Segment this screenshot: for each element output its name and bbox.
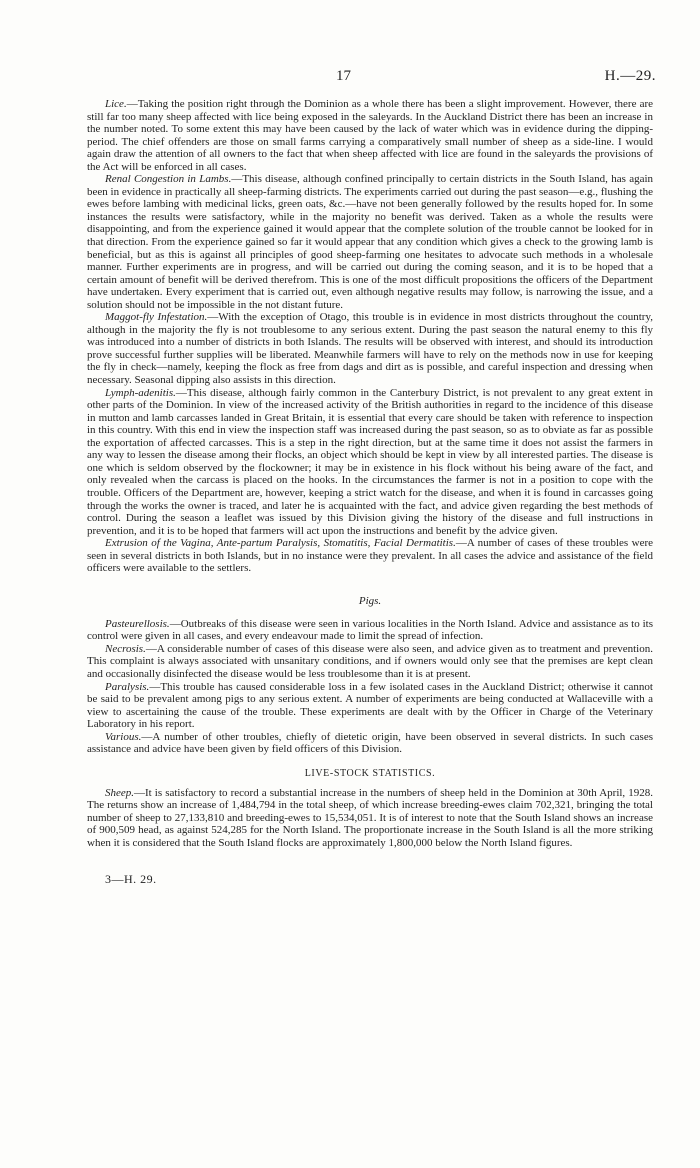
paragraph-lead: Various. [105,730,142,743]
paragraph-lead: Sheep. [105,786,135,799]
paragraph-text: —This disease, although confined principally to certain districts in the South Island, has again been in evidence in practically all sheep-farming districts. The experiments carried out during the past season—e.g., flushing the ewes before lambing with medicinal licks, green oats, &c.—have not been generally followed by the results hoped for. In some instances the results were satisfactory, while in the majority no benefit was derived. Taken as a whole the results were disappointing, and from the experience gained it would appear that the complete solution of the trouble cannot be looked for in that direction. From the experience gained so far it would appear that any condition which gives a check to the growing lamb is beneficial, but as this is against all principles of good sheep-farming one hesitates to advocate such methods in a wholesale manner. Further experiments are in progress, and will be carried out during the coming season, and it is to be hoped that a certain amount of benefit will be derived therefrom. This is one of the most difficult propositions the officers of the Department have undertaken. Every experiment that is carried out, even although negative results may follow, is narrowing the issue, and a solution should not be impossible in the not distant future. [87,173,654,311]
paragraph-text: —A number of cases of these troubles were seen in several districts in both Islands, but in no instance were they prevalent. In all cases the advice and assistance of the field officers were available to the settlers. [87,537,654,575]
paragraph-lead: Maggot-fly Infestation. [105,311,208,324]
paragraph-lymph-adenitis [87,387,653,538]
paragraph-text: —Outbreaks of this disease were seen in various localities in the North Island. Advice and assistance as to its control were given in all cases, and every endeavour made to limit the spread of infection. [87,617,653,643]
paragraph-lead: Extrusion of the Vagina, Ante-partum Paralysis, Stomatitis, Facial Dermatitis. [105,537,456,550]
paragraph-lead: Renal Congestion in Lambs. [105,173,232,186]
paragraph-paralysis [87,681,653,731]
sheep-diseases-section [87,98,653,575]
paragraph-text: —It is satisfactory to record a substantial increase in the numbers of sheep held in the Dominion at 30th April, 1928. The returns show an increase of 1,484,794 in the total sheep, of which increase breeding-ewes claim 702,321, bringing the total number of sheep to 27,133,810 and breeding-ewes to 15,534,051. It is of interest to note that the South Island shows an increase of 900,509 head, as against 524,285 for the North Island. The proportionate increase in the South Island is all the more striking when it is considered that the South Island flocks are approximately 1,800,000 below the North Island figures. [87,786,653,849]
pig-diseases-section [87,618,653,756]
paragraph-lice [87,98,653,173]
paragraph-text: —This trouble has caused considerable loss in a few isolated cases in the Auckland District; otherwise it cannot be said to be prevalent among pigs to any serious extent. A number of experiments are being conducted at Wallaceville with a view to ascertaining the cause of the trouble. These experiments are dealt with by the Officer in Charge of the Veterinary Laboratory in his report. [87,680,653,731]
paragraph-extrusion [87,537,653,575]
paragraph-pasteurellosis [87,618,653,643]
section-heading-pigs: Pigs. [358,594,382,607]
paragraph-sheep-statistics [87,787,653,850]
paragraph-text: —With the exception of Otago, this trouble is in evidence in most districts throughout the country, although in the majority the fly is not troublesome to any serious extent. During the past season the natural enemy to this fly was introduced into a number of districts in both Islands. The results will be observed with interest, and should its introduction prove successful further supplies will be liberated. Meanwhile farmers will have to rely on the methods now in use for keeping the fly in check—namely, keeping the flock as free from dags and dirt as is possible, and careful inspection and dressing when necessary. Seasonal dipping also assists in this direction. [87,311,653,387]
paragraph-lead: Lice. [105,98,127,110]
page-number: 17 [336,68,351,84]
livestock-statistics-section [87,787,653,850]
paragraph-necrosis [87,643,653,681]
page-body [87,98,653,887]
paragraph-text: —A considerable number of cases of this disease were also seen, and advice given as to treatment and prevention. This complaint is always associated with unsanitary conditions, and if owners would only see that the premises are kept clean and occasionally disinfected the disease would be less troublesome than it is at present. [87,642,653,680]
paragraph-various [87,731,653,756]
section-heading-livestock-statistics: LIVE-STOCK STATISTICS. [304,767,436,779]
paragraph-text: —A number of other troubles, chiefly of dietetic origin, have been observed in several districts. In such cases assistance and advice have been given by field officers of this Division. [87,730,653,756]
paragraph-lead: Lymph-adenitis. [105,386,176,399]
paragraph-text: —Taking the position right through the Dominion as a whole there has been a slight improvement. However, there are still far too many sheep affected with lice being exposed in the saleyards. In the Auckland District there has been an increase in the number noted. To some extent this may have been caused by the lack of water which was in evidence during the dipping-period. The chief offenders are those on small farms carrying a comparatively small number of sheep as a side-line. I would again draw the attention of all owners to the fact that when sheep affected with lice are found in the saleyards the provisions of the Act will be enforced in all cases. [87,98,653,173]
sheet-signature: 3—H. 29. [105,871,157,886]
paragraph-lead: Necrosis. [105,642,146,655]
paragraph-renal-congestion [87,173,653,311]
paragraph-text: —This disease, although fairly common in the Canterbury District, is not prevalent to any great extent in other parts of the Dominion. In view of the increased activity of the British authorities in regard to the incidence of this disease in mutton and lamb carcasses landed in Great Britain, it is essential that every care should be taken with reference to inspection in this country. With this end in view the inspection staff was increased during the past season, so as to obviate as far as possible the exportation of affected carcasses. This is a step in the right direction, but at the same time it does not assist the farmers in any way to lessen the disease among their flocks, an object which should be kept in view by all interested parties. The disease is one which is seldom observed by the flockowner; it may be in existence in his flock without his being aware of the fact, and only revealed when the carcass is placed on the hooks. In the circumstances the farmer is not in a position to cope with the trouble. Officers of the Department are, however, keeping a strict watch for the disease, and when it is found in carcasses going through the works the owner is traced, and later he is acquainted with the fact, and advice given regarding the best methods of control. During the season a leaflet was issued by this Division giving the history of the disease and full instructions in prevention, and it is to be hoped that farmers will act upon the instructions and benefit by the advice given. [87,386,653,537]
page-header [0,68,700,88]
paragraph-maggot-fly [87,311,653,386]
paragraph-lead: Paralysis. [105,680,150,693]
paragraph-lead: Pasteurellosis. [105,617,170,630]
document-reference: H.—29. [604,68,656,84]
